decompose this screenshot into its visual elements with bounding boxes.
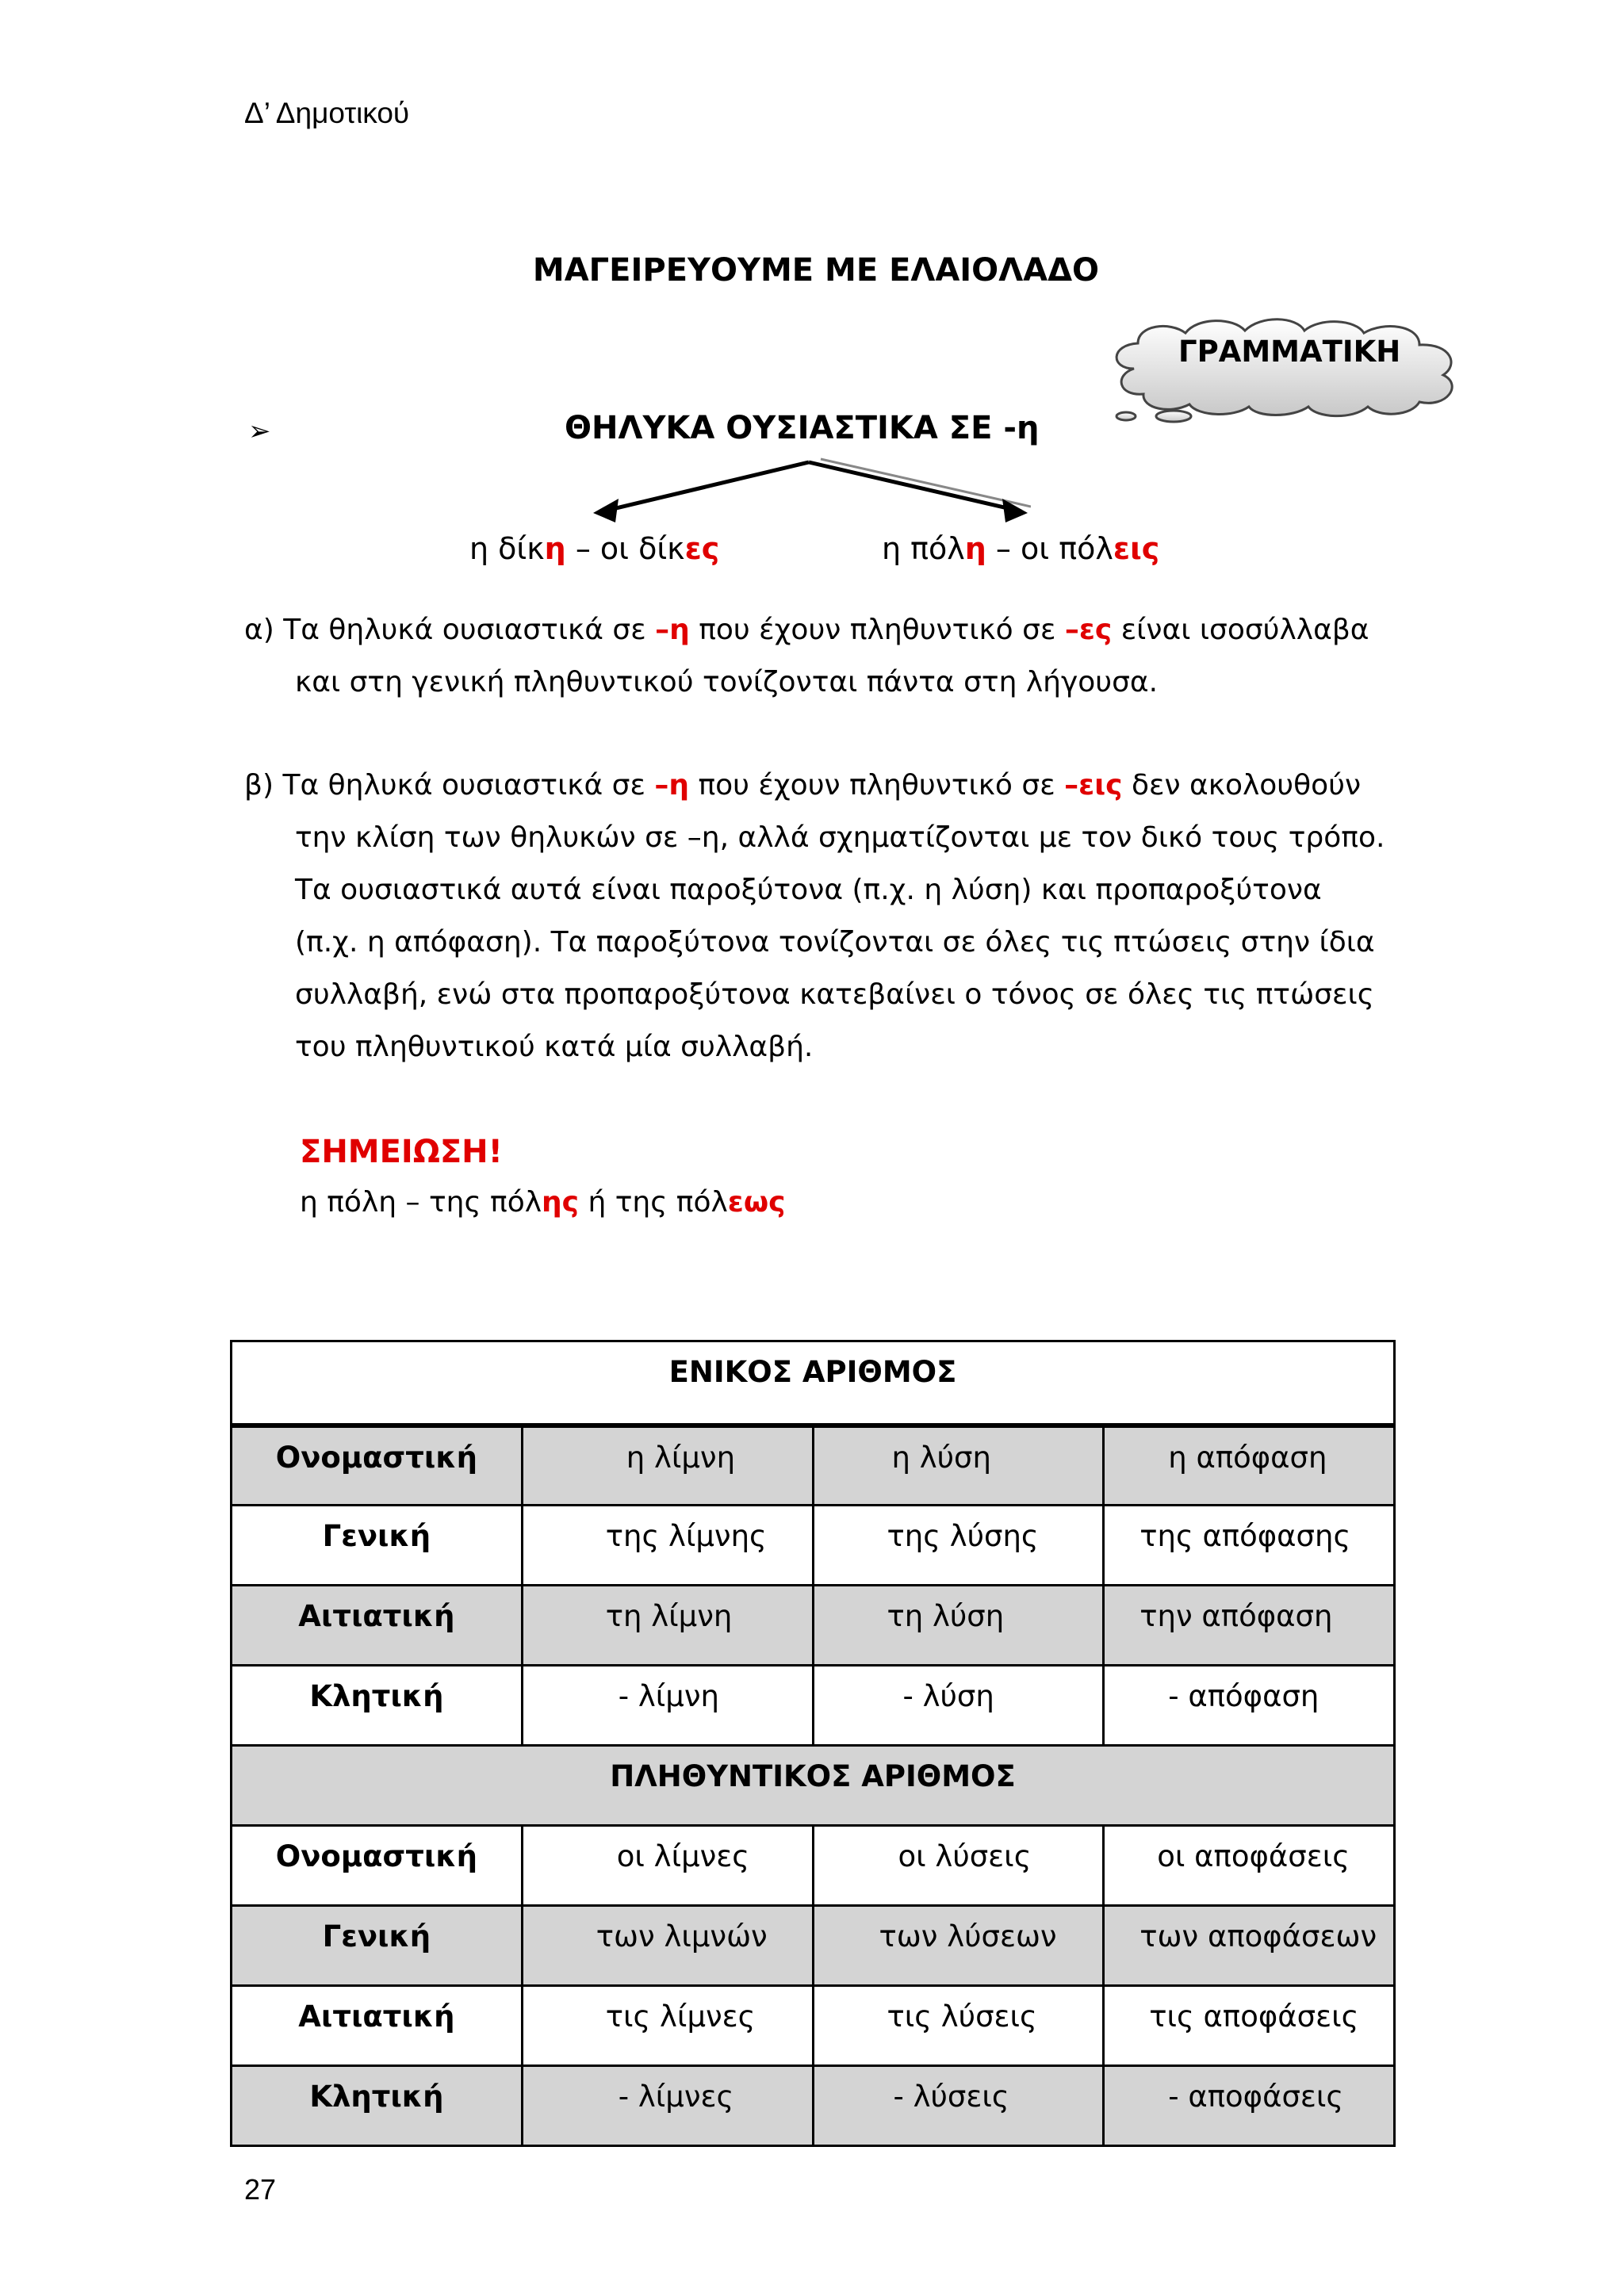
note-title: ΣΗΜΕΙΩΣΗ! (300, 1134, 503, 1170)
cloud-label: ΓΡΑΜΜΑΤΙΚΗ (1178, 335, 1401, 369)
table-row (232, 1906, 1395, 1986)
table-row (232, 1506, 1395, 1586)
table-row (232, 1826, 1395, 1906)
table-cell: οι αποφάσεις (1104, 1826, 1395, 1906)
table-cell: των αποφάσεων (1104, 1906, 1395, 1986)
table-row (232, 2066, 1395, 2146)
table-cell: των λύσεων (813, 1906, 1104, 1986)
table-cell: της απόφασης (1104, 1506, 1395, 1586)
table-cell: - λύση (813, 1666, 1104, 1746)
table-cell: τη λύση (813, 1586, 1104, 1666)
example-right: η πόλη – οι πόλεις (882, 531, 1160, 566)
example-left: η δίκη – οι δίκες (469, 531, 720, 566)
case-label: Αιτιατική (232, 1586, 523, 1666)
cloud-callout-icon (1094, 313, 1475, 424)
case-label: Αιτιατική (232, 1986, 523, 2066)
table-cell: της λύσης (813, 1506, 1104, 1586)
case-label: Γενική (232, 1906, 523, 1986)
table-cell: της λίμνης (522, 1506, 813, 1586)
case-label: Ονομαστική (232, 1826, 523, 1906)
table-row (232, 1986, 1395, 2066)
bullet-arrow-icon: ➢ (248, 415, 271, 447)
table-cell: η λύση (813, 1425, 1104, 1506)
header-grade: Δ’ Δημοτικού (244, 97, 410, 129)
table-cell: - απόφαση (1104, 1666, 1395, 1746)
singular-header: ΕΝΙΚΟΣ ΑΡΙΘΜΟΣ (232, 1341, 1395, 1425)
table-cell: η λίμνη (522, 1425, 813, 1506)
page-title: ΜΑΓΕΙΡΕΥΟΥΜΕ ΜΕ ΕΛΑΙΟΛΑΔΟ (532, 252, 1100, 289)
table-cell: τις λίμνες (522, 1986, 813, 2066)
table-cell: τις αποφάσεις (1104, 1986, 1395, 2066)
paragraph-b: β) Τα θηλυκά ουσιαστικά σε –η που έχουν πληθυντικό σε –εις δεν ακολουθούν την κλίση των θηλυκών σε –η, αλλά σχηματίζονται με τον δικό τους τρόπο. Τα ουσιαστικά αυτά είναι παροξύτονα (π.χ. η λύση) και προπαροξύτονα (π.χ. η απόφαση). Τα παροξύτονα τονίζονται σε όλες τις πτώσεις στην ίδια συλλαβή, ενώ στα προπαροξύτονα κατεβαίνει ο τόνος σε όλες τις πτώσεις του πληθυντικού κατά μία συλλαβή. (244, 769, 1385, 1063)
note-text: η πόλη – της πόλης ή της πόλεως (300, 1186, 786, 1219)
table-row (232, 1586, 1395, 1666)
table-cell: - αποφάσεις (1104, 2066, 1395, 2146)
table-cell: οι λίμνες (522, 1826, 813, 1906)
split-arrows-icon (587, 448, 1031, 527)
case-label: Κλητική (232, 2066, 523, 2146)
case-label: Ονομαστική (232, 1425, 523, 1506)
table-row (232, 1746, 1395, 1826)
paragraph-a: α) Τα θηλυκά ουσιαστικά σε –η που έχουν πληθυντικό σε –ες είναι ισοσύλλαβα και στη γενική πληθυντικού τονίζονται πάντα στη λήγουσα. (244, 614, 1369, 698)
table-cell: των λιμνών (522, 1906, 813, 1986)
table-cell: - λύσεις (813, 2066, 1104, 2146)
case-label: Γενική (232, 1506, 523, 1586)
table-cell: τη λίμνη (522, 1586, 813, 1666)
table-row (232, 1666, 1395, 1746)
table-cell: - λίμνη (522, 1666, 813, 1746)
table-row (232, 1341, 1395, 1425)
table-cell: οι λύσεις (813, 1826, 1104, 1906)
table-cell: τις λύσεις (813, 1986, 1104, 2066)
section-subtitle: ΘΗΛΥΚΑ ΟΥΣΙΑΣΤΙΚΑ ΣΕ -η (565, 410, 1040, 446)
table-cell: την απόφαση (1104, 1586, 1395, 1666)
plural-header: ΠΛΗΘΥΝΤΙΚΟΣ ΑΡΙΘΜΟΣ (232, 1746, 1395, 1826)
table-row (232, 1425, 1395, 1506)
page-number: 27 (244, 2173, 277, 2206)
table-cell: - λίμνες (522, 2066, 813, 2146)
declension-table (230, 1340, 1396, 2147)
case-label: Κλητική (232, 1666, 523, 1746)
table-cell: η απόφαση (1104, 1425, 1395, 1506)
